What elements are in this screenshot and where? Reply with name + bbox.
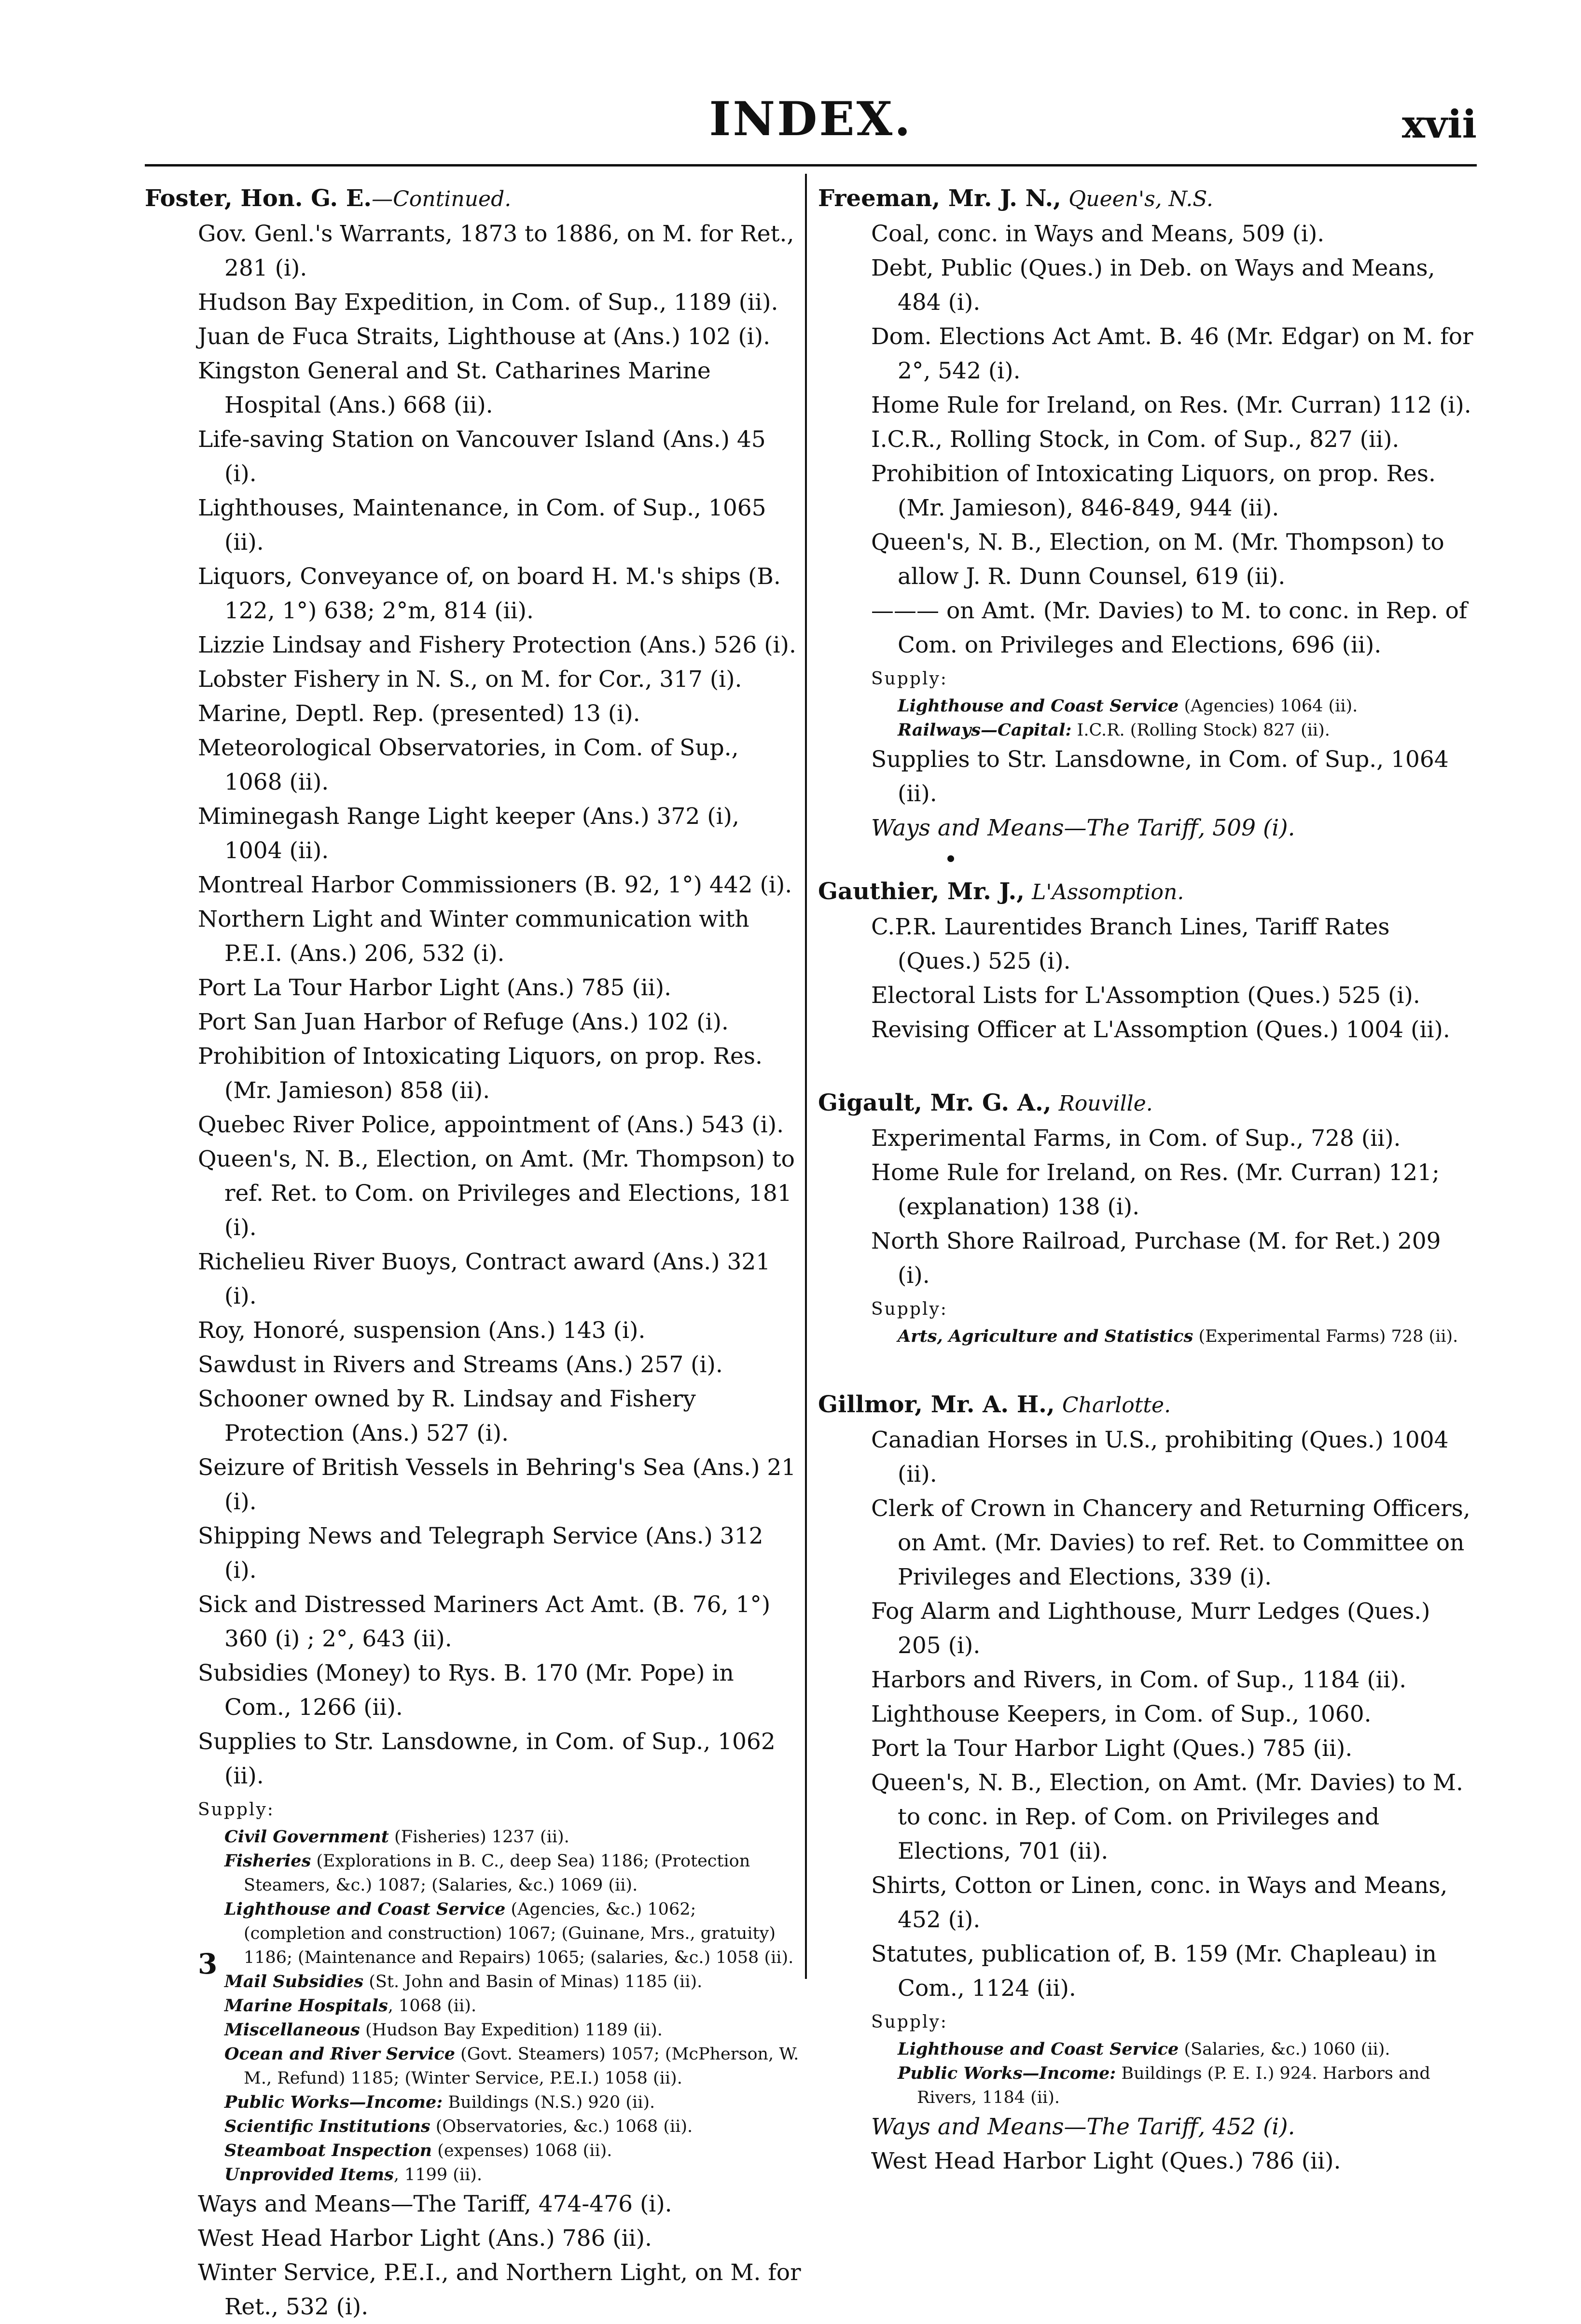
- supply-category: Ocean and River Service: [224, 2044, 455, 2064]
- supply-item: [898, 1324, 1479, 1349]
- index-entry: Shirts, Cotton or Linen, conc. in Ways and Means, 452 (i).: [871, 1872, 1448, 1933]
- supply-item: [898, 2037, 1479, 2061]
- index-entry: Ways and Means—The Tariff, 452 (i).: [871, 2114, 1295, 2140]
- foster-entries: [145, 217, 801, 2324]
- index-entry: Lighthouse Keepers, in Com. of Sup., 1060.: [871, 1701, 1372, 1727]
- index-entry: Shipping News and Telegraph Service (Ans.) 312 (i).: [198, 1523, 763, 1584]
- supply-label: Supply:: [198, 1800, 275, 1820]
- supply-detail: (expenses) 1068 (ii).: [432, 2141, 612, 2160]
- index-entry: Roy, Honoré, suspension (Ans.) 143 (i).: [198, 1317, 646, 1344]
- supply-detail: (Salaries, &c.) 1060 (ii).: [1179, 2040, 1390, 2059]
- supply-detail: Buildings (N.S.) 920 (ii).: [443, 2093, 655, 2112]
- index-entry: Home Rule for Ireland, on Res. (Mr. Curran) 112 (i).: [871, 392, 1471, 418]
- heading-constituency: Charlotte.: [1062, 1393, 1171, 1418]
- index-entry: Lizzie Lindsay and Fishery Protection (Ans.) 526 (i).: [198, 632, 796, 658]
- supply-item: [224, 1994, 801, 2018]
- index-entry: Winter Service, P.E.I., and Northern Light, on M. for Ret., 532 (i).: [198, 2259, 801, 2320]
- supply-item: [224, 1825, 801, 1849]
- index-entry: C.P.R. Laurentides Branch Lines, Tariff Rates (Ques.) 525 (i).: [871, 914, 1390, 974]
- supply-detail: (Agencies) 1064 (ii).: [1179, 696, 1358, 716]
- index-entry: Queen's, N. B., Election, on Amt. (Mr. Thompson) to ref. Ret. to Com. on Privileges and Elections, 181 (i).: [198, 1146, 795, 1241]
- index-entry: Home Rule for Ireland, on Res. (Mr. Curran) 121; (explanation) 138 (i).: [871, 1159, 1440, 1220]
- supply-item: [224, 1970, 801, 1994]
- index-entry: West Head Harbor Light (Ans.) 786 (ii).: [198, 2225, 652, 2252]
- supply-category: Civil Government: [224, 1827, 389, 1847]
- index-entry: Richelieu River Buoys, Contract award (Ans.) 321 (i).: [198, 1249, 771, 1309]
- supply-detail: (Govt. Steamers) 1057; (McPherson, W. M., Refund) 1185; (Winter Service, P.E.I.) 1058 (ii).: [244, 2045, 799, 2088]
- right-column: [818, 176, 1479, 2178]
- index-entry: Port la Tour Harbor Light (Ques.) 785 (ii).: [871, 1735, 1353, 1762]
- supply-category: Public Works—Income:: [898, 2063, 1116, 2083]
- section-gap: [818, 1047, 1479, 1081]
- index-entry: Experimental Farms, in Com. of Sup., 728 (ii).: [871, 1125, 1401, 1152]
- index-entry: Sawdust in Rivers and Streams (Ans.) 257 (i).: [198, 1351, 723, 1378]
- supply-category: Mail Subsidies: [224, 1972, 364, 1991]
- supply-item: [224, 2115, 801, 2139]
- supply-detail: (Experimental Farms) 728 (ii).: [1193, 1327, 1458, 1346]
- index-entry: Miminegash Range Light keeper (Ans.) 372 (i), 1004 (ii).: [198, 803, 739, 864]
- index-entry: Supplies to Str. Lansdowne, in Com. of Sup., 1062 (ii).: [198, 1728, 776, 1789]
- index-entry: Debt, Public (Ques.) in Deb. on Ways and Means, 484 (i).: [871, 255, 1435, 316]
- index-entry: Gov. Genl.'s Warrants, 1873 to 1886, on M. for Ret., 281 (i).: [198, 221, 794, 281]
- index-entry: Sick and Distressed Mariners Act Amt. (B. 76, 1°) 360 (i) ; 2°, 643 (ii).: [198, 1591, 771, 1652]
- index-entry: Queen's, N. B., Election, on M. (Mr. Thompson) to allow J. R. Dunn Counsel, 619 (ii).: [871, 529, 1444, 590]
- supply-category: Scientific Institutions: [224, 2116, 430, 2136]
- index-entry: ——— on Amt. (Mr. Davies) to M. to conc. in Rep. of Com. on Privileges and Elections, 696 (ii).: [871, 598, 1468, 658]
- index-entry: Kingston General and St. Catharines Marine Hospital (Ans.) 668 (ii).: [198, 358, 711, 418]
- page-title: INDEX.: [709, 92, 913, 146]
- column-divider: [805, 174, 807, 1979]
- supply-detail: (Hudson Bay Expedition) 1189 (ii).: [360, 2020, 663, 2040]
- separator-dot: •: [943, 846, 958, 873]
- index-entry: North Shore Railroad, Purchase (M. for Ret.) 209 (i).: [871, 1228, 1441, 1289]
- index-entry: Ways and Means—The Tariff, 509 (i).: [871, 815, 1295, 841]
- supply-detail: (Explorations in B. C., deep Sea) 1186; (Protection Steamers, &c.) 1087; (Salaries, &c.) 1069 (ii).: [244, 1851, 750, 1895]
- header-rule: [145, 164, 1477, 167]
- index-entry: Canadian Horses in U.S., prohibiting (Ques.) 1004 (ii).: [871, 1427, 1449, 1488]
- gigault-entries: [818, 1121, 1479, 1349]
- index-entry: Liquors, Conveyance of, on board H. M.'s ships (B. 122, 1°) 638; 2°m, 814 (ii).: [198, 563, 781, 624]
- index-entry: I.C.R., Rolling Stock, in Com. of Sup., 827 (ii).: [871, 426, 1400, 453]
- index-entry: Port La Tour Harbor Light (Ans.) 785 (ii).: [198, 974, 672, 1001]
- index-entry: Marine, Deptl. Rep. (presented) 13 (i).: [198, 700, 640, 727]
- gauthier-entries: [818, 910, 1479, 1047]
- supply-category: Fisheries: [224, 1851, 311, 1871]
- supply-list: [871, 1324, 1479, 1349]
- supply-category: Unprovided Items: [224, 2165, 394, 2185]
- page-header: [145, 72, 1477, 154]
- heading-continued: —Continued.: [372, 187, 512, 211]
- supply-item: [224, 1897, 801, 1970]
- index-entry: Life-saving Station on Vancouver Island (Ans.) 45 (i).: [198, 426, 766, 487]
- supply-item: [224, 2090, 801, 2115]
- index-entry: Electoral Lists for L'Assomption (Ques.) 525 (i).: [871, 982, 1420, 1009]
- supply-category: Railways—Capital:: [898, 720, 1072, 740]
- heading-constituency: Queen's, N.S.: [1068, 187, 1213, 211]
- index-entry: Statutes, publication of, B. 159 (Mr. Chapleau) in Com., 1124 (ii).: [871, 1941, 1437, 2002]
- index-entry: Dom. Elections Act Amt. B. 46 (Mr. Edgar) on M. for 2°, 542 (i).: [871, 323, 1473, 384]
- supply-item: [224, 2018, 801, 2042]
- index-entry: Northern Light and Winter communication with P.E.I. (Ans.) 206, 532 (i).: [198, 906, 749, 967]
- supply-list: [871, 694, 1479, 742]
- supply-detail: (St. John and Basin of Minas) 1185 (ii).: [363, 1972, 703, 1991]
- index-entry: Prohibition of Intoxicating Liquors, on prop. Res. (Mr. Jamieson) 858 (ii).: [198, 1043, 763, 1104]
- index-entry: Fog Alarm and Lighthouse, Murr Ledges (Ques.) 205 (i).: [871, 1598, 1430, 1659]
- supply-label: Supply:: [871, 2012, 948, 2032]
- index-entry: Seizure of British Vessels in Behring's Sea (Ans.) 21 (i).: [198, 1454, 796, 1515]
- index-entry: Port San Juan Harbor of Refuge (Ans.) 102 (i).: [198, 1009, 729, 1035]
- supply-detail: , 1199 (ii).: [393, 2165, 483, 2185]
- supply-item: [898, 694, 1479, 718]
- supply-category: Steamboat Inspection: [224, 2141, 432, 2160]
- signature-mark: 3: [198, 1948, 218, 1980]
- section-gap: [818, 1349, 1479, 1382]
- index-entry: Meteorological Observatories, in Com. of Sup., 1068 (ii).: [198, 735, 739, 795]
- supply-label: Supply:: [871, 669, 948, 689]
- heading-name: Gillmor, Mr. A. H.,: [818, 1391, 1055, 1418]
- gillmor-entries: [818, 1423, 1479, 2178]
- index-entry: Coal, conc. in Ways and Means, 509 (i).: [871, 221, 1325, 247]
- supply-detail: , 1068 (ii).: [388, 1996, 477, 2016]
- supply-category: Public Works—Income:: [224, 2092, 443, 2112]
- supply-detail: (Fisheries) 1237 (ii).: [388, 1827, 569, 1847]
- index-entry: Lighthouses, Maintenance, in Com. of Sup., 1065 (ii).: [198, 495, 766, 556]
- left-column: [145, 176, 801, 2324]
- index-entry: Subsidies (Money) to Rys. B. 170 (Mr. Pope) in Com., 1266 (ii).: [198, 1660, 734, 1721]
- index-entry: Supplies to Str. Lansdowne, in Com. of Sup., 1064 (ii).: [871, 746, 1449, 807]
- index-entry: West Head Harbor Light (Ques.) 786 (ii).: [871, 2148, 1341, 2174]
- supply-list: [871, 2037, 1479, 2110]
- index-entry: Clerk of Crown in Chancery and Returning Officers, on Amt. (Mr. Davies) to ref. Ret. to Committee on Privileges and Elections, 339 (i).: [871, 1495, 1470, 1590]
- index-entry: Schooner owned by R. Lindsay and Fishery Protection (Ans.) 527 (i).: [198, 1386, 696, 1447]
- index-entry: Harbors and Rivers, in Com. of Sup., 1184 (ii).: [871, 1667, 1407, 1693]
- supply-item: [224, 2163, 801, 2187]
- supply-detail: Buildings (P. E. I.) 924. Harbors and Rivers, 1184 (ii).: [917, 2064, 1430, 2107]
- index-heading-gillmor: [818, 1387, 1479, 1423]
- index-heading-freeman: [818, 181, 1479, 217]
- index-entry: Ways and Means—The Tariff, 474-476 (i).: [198, 2191, 672, 2217]
- index-entry: Quebec River Police, appointment of (Ans.) 543 (i).: [198, 1112, 784, 1138]
- supply-item: [224, 2042, 801, 2090]
- heading-name: Freeman, Mr. J. N.,: [818, 185, 1061, 212]
- supply-category: Marine Hospitals: [224, 1996, 388, 2016]
- heading-name: Foster, Hon. G. E.: [145, 185, 372, 212]
- supply-category: Lighthouse and Coast Service: [898, 2039, 1179, 2059]
- index-heading-gauthier: [818, 874, 1479, 910]
- supply-label: Supply:: [871, 1299, 948, 1319]
- supply-detail: (Agencies, &c.) 1062; (completion and construction) 1067; (Guinane, Mrs., gratuity) 1186; (Maintenance and Repairs) 1065; (salaries, &c.) 1058 (ii).: [244, 1900, 794, 1967]
- index-entry: Hudson Bay Expedition, in Com. of Sup., 1189 (ii).: [198, 289, 778, 316]
- supply-list: [198, 1825, 801, 2187]
- supply-detail: I.C.R. (Rolling Stock) 827 (ii).: [1071, 721, 1330, 740]
- heading-constituency: Rouville.: [1058, 1091, 1153, 1116]
- supply-category: Arts, Agriculture and Statistics: [898, 1326, 1193, 1346]
- page-number: xvii: [1402, 101, 1477, 147]
- supply-item: [224, 2139, 801, 2163]
- index-entry: Juan de Fuca Straits, Lighthouse at (Ans.) 102 (i).: [198, 323, 771, 350]
- supply-item: [224, 1849, 801, 1897]
- index-heading-gigault: [818, 1085, 1479, 1121]
- heading-name: Gauthier, Mr. J.,: [818, 878, 1025, 905]
- heading-constituency: L'Assomption.: [1032, 880, 1184, 905]
- index-entry: Montreal Harbor Commissioners (B. 92, 1°) 442 (i).: [198, 872, 792, 898]
- supply-category: Lighthouse and Coast Service: [224, 1899, 506, 1919]
- supply-item: [898, 2061, 1479, 2110]
- heading-name: Gigault, Mr. G. A.,: [818, 1089, 1052, 1116]
- index-heading-foster: [145, 181, 801, 217]
- index-entry: Queen's, N. B., Election, on Amt. (Mr. Davies) to M. to conc. in Rep. of Com. on Privileges and Elections, 701 (ii).: [871, 1769, 1463, 1865]
- freeman-entries: [818, 217, 1479, 845]
- supply-item: [898, 718, 1479, 742]
- index-entry: Lobster Fishery in N. S., on M. for Cor., 317 (i).: [198, 666, 742, 693]
- supply-category: Lighthouse and Coast Service: [898, 696, 1179, 716]
- supply-detail: (Observatories, &c.) 1068 (ii).: [430, 2117, 693, 2136]
- index-entry: Revising Officer at L'Assomption (Ques.) 1004 (ii).: [871, 1016, 1450, 1043]
- supply-category: Miscellaneous: [224, 2020, 360, 2040]
- index-entry: Prohibition of Intoxicating Liquors, on prop. Res. (Mr. Jamieson), 846-849, 944 (ii).: [871, 460, 1436, 521]
